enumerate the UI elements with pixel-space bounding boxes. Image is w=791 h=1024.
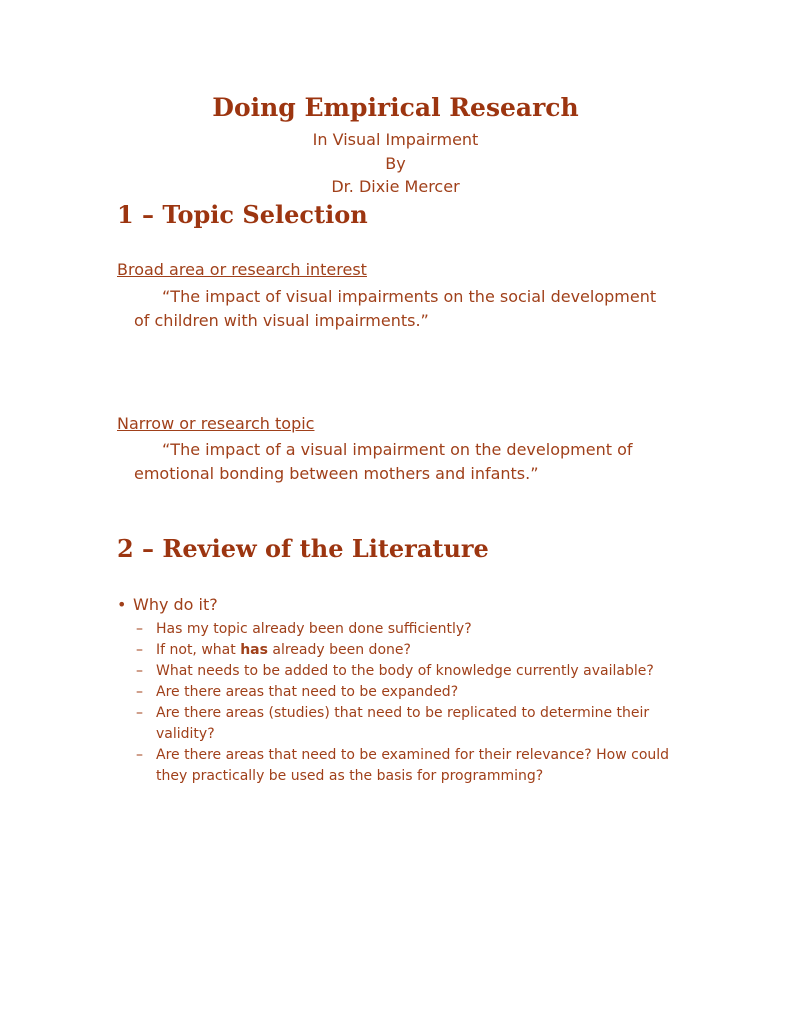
document-title: Doing Empirical Research [212,93,579,122]
list-item [136,682,696,703]
list-item [136,703,696,745]
section-heading-literature-review: 2 – Review of the Literature [117,534,489,563]
list-item-text: If not, what [156,642,241,658]
broad-area-label: Broad area or research interest [117,260,367,279]
narrow-topic-label: Narrow or research topic [117,414,315,433]
dash-marker: – [136,684,143,700]
list-item-text: Are there areas (studies) that need to be replicated to determine their validity? [156,705,650,742]
list-item [136,619,696,640]
list-item [136,661,696,682]
dash-marker: – [136,705,143,721]
list-item-text-end: already been done? [267,642,411,658]
literature-questions-list [136,619,696,787]
bullet-why-do-it [117,595,218,614]
byline-by: By [385,154,406,173]
list-item [136,640,696,661]
author-name: Dr. Dixie Mercer [331,177,460,196]
dash-marker: – [136,642,143,658]
bullet-marker: • [117,595,127,614]
narrow-topic-quote: “The impact of a visual impairment on the development of emotional bonding between mothers and infants.” [134,440,633,483]
broad-area-quote: “The impact of visual impairments on the social development of children with visual impairments.” [134,287,657,330]
dash-marker: – [136,621,143,637]
bullet-text: Why do it? [133,595,218,614]
section-heading-topic-selection: 1 – Topic Selection [117,200,368,229]
list-item-text: Are there areas that need to be examined for their relevance? How could they practically be used as the basis for programming? [156,747,670,784]
list-item [136,745,696,787]
document-subtitle: In Visual Impairment [312,130,479,149]
list-item-text: Are there areas that need to be expanded? [156,684,459,700]
dash-marker: – [136,747,143,763]
emphasis-text: has [240,642,268,658]
list-item-text: Has my topic already been done sufficiently? [156,621,472,637]
dash-marker: – [136,663,143,679]
list-item-text: What needs to be added to the body of knowledge currently available? [156,663,654,679]
